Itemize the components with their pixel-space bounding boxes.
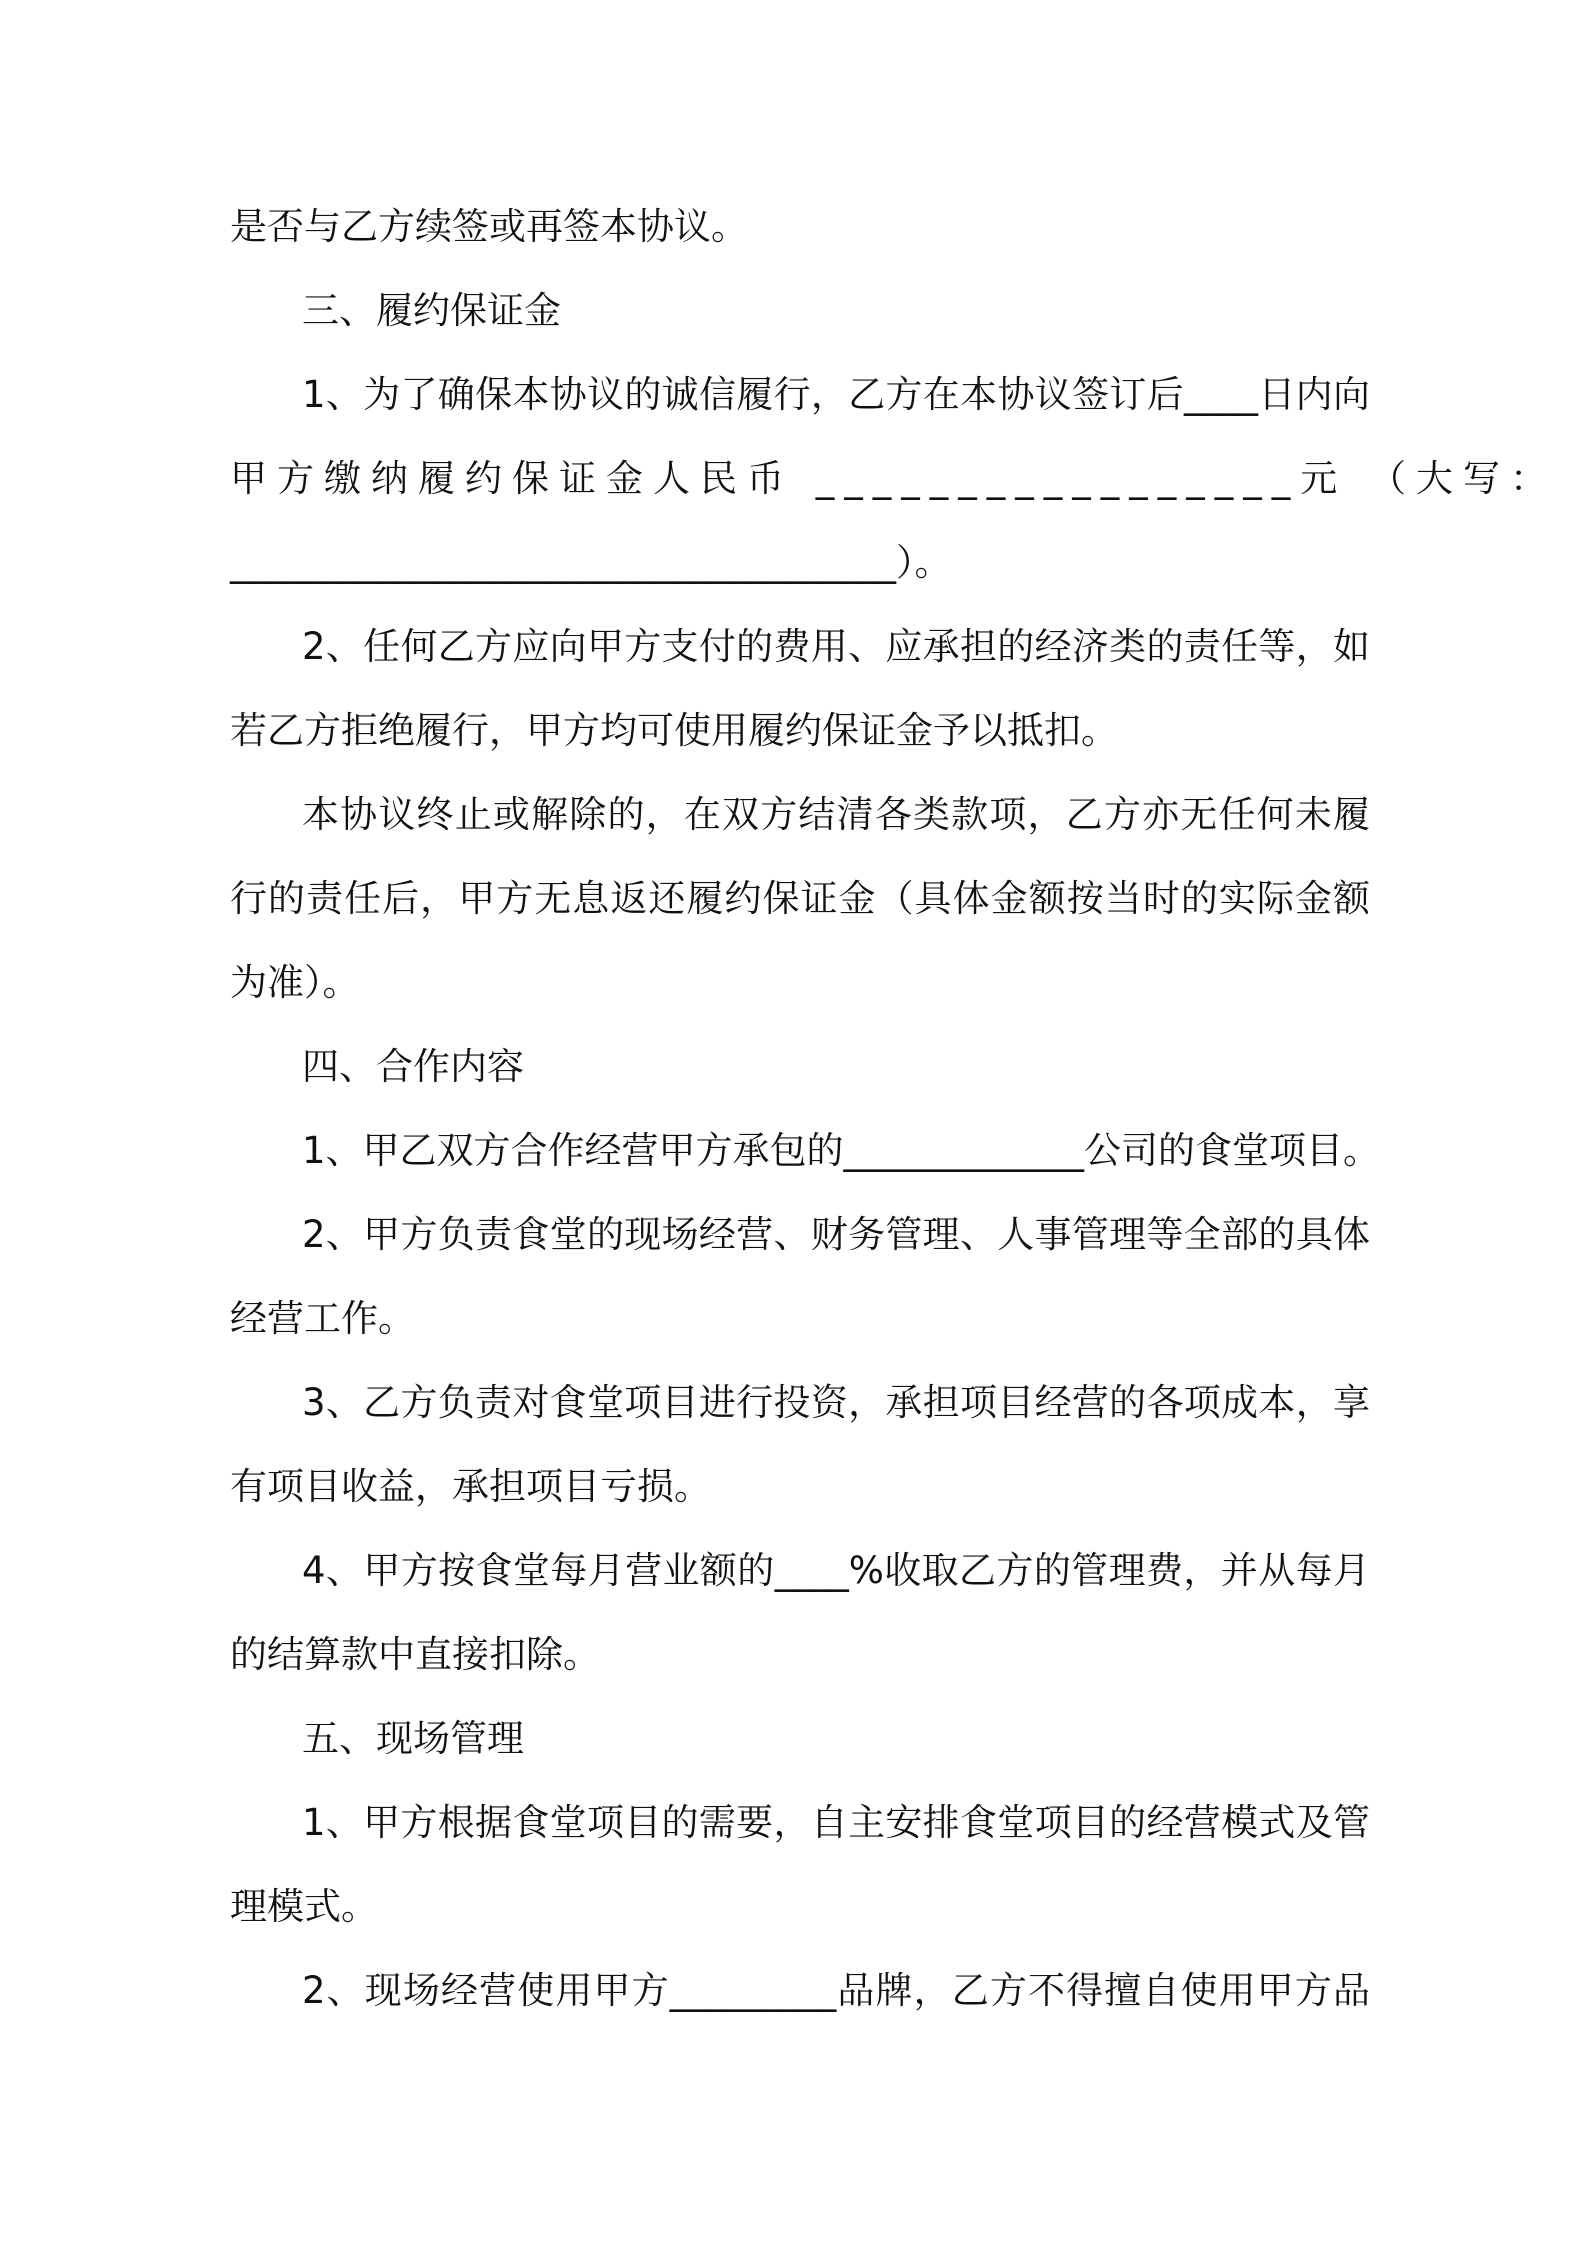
paragraph-line: 2、甲方负责食堂的现场经营、财务管理、人事管理等全部的具体 xyxy=(302,1213,1370,1256)
paragraph-line: 甲方缴纳履约保证金人民币 _________________元 （大写： xyxy=(230,457,1558,500)
paragraph-line: 2、现场经营使用甲方_________品牌，乙方不得擅自使用甲方品 xyxy=(302,1969,1370,2012)
paragraph-line: 3、乙方负责对食堂项目进行投资，承担项目经营的各项成本，享 xyxy=(302,1381,1370,1424)
paragraph-line: 是否与乙方续签或再签本协议。 xyxy=(230,205,748,248)
paragraph-line: 若乙方拒绝履行，甲方均可使用履约保证金予以抵扣。 xyxy=(230,709,1118,752)
paragraph-line: 本协议终止或解除的，在双方结清各类款项，乙方亦无任何未履 xyxy=(302,793,1370,836)
paragraph-line: 经营工作。 xyxy=(230,1297,415,1340)
paragraph-line: 的结算款中直接扣除。 xyxy=(230,1633,600,1676)
paragraph-line: ____________________________________）。 xyxy=(230,541,952,584)
paragraph-line: 1、甲乙双方合作经营甲方承包的_____________公司的食堂项目。 xyxy=(302,1129,1381,1172)
paragraph-line: 1、甲方根据食堂项目的需要，自主安排食堂项目的经营模式及管 xyxy=(302,1801,1370,1844)
section-heading: 五、现场管理 xyxy=(302,1717,524,1760)
section-heading: 四、合作内容 xyxy=(302,1045,524,1088)
paragraph-line: 为准）。 xyxy=(230,961,360,1004)
paragraph-line: 理模式。 xyxy=(230,1885,378,1928)
paragraph-line: 4、甲方按食堂每月营业额的____%收取乙方的管理费，并从每月 xyxy=(302,1549,1370,1592)
paragraph-line: 行的责任后，甲方无息返还履约保证金（具体金额按当时的实际金额 xyxy=(230,877,1370,920)
paragraph-line: 有项目收益，承担项目亏损。 xyxy=(230,1465,711,1508)
section-heading: 三、履约保证金 xyxy=(302,289,561,332)
paragraph-line: 1、为了确保本协议的诚信履行，乙方在本协议签订后____日内向 xyxy=(302,373,1370,416)
paragraph-line: 2、任何乙方应向甲方支付的费用、应承担的经济类的责任等，如 xyxy=(302,625,1370,668)
